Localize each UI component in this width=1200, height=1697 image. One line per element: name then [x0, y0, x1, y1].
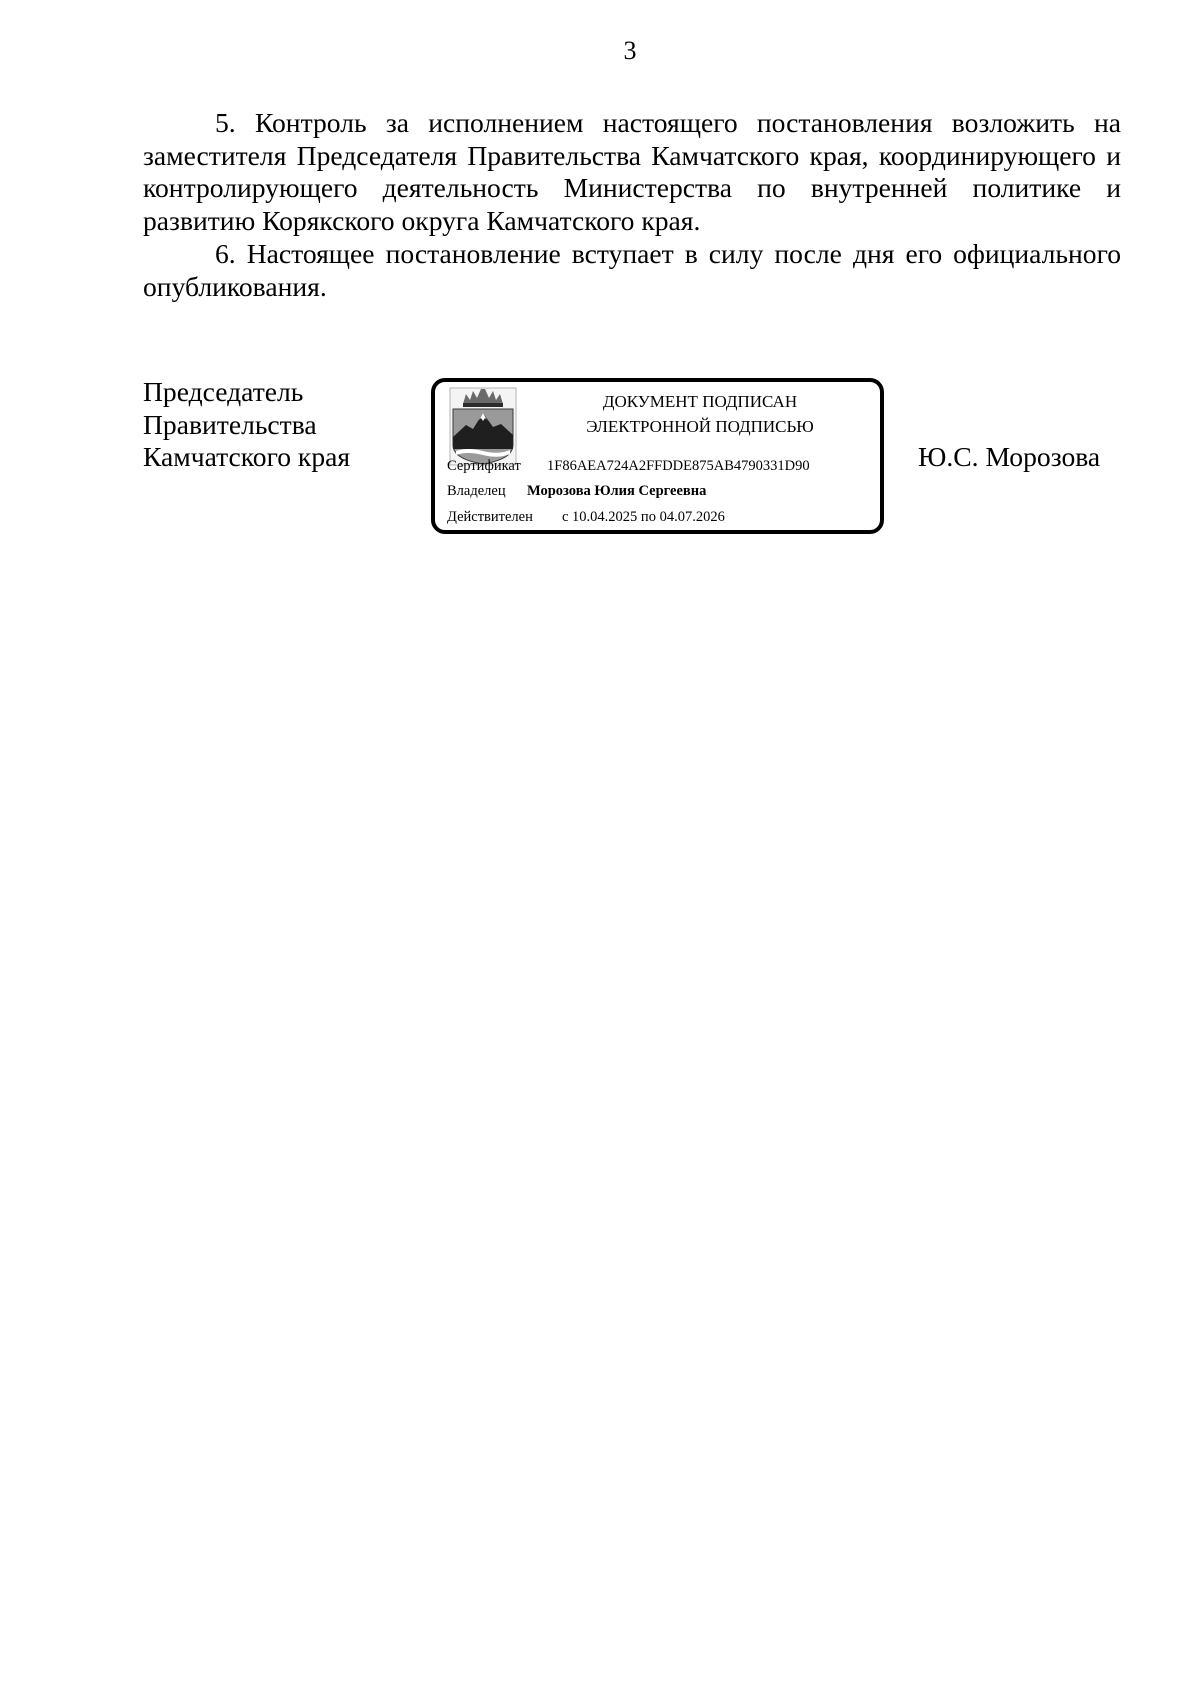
paragraph-6: 6. Настоящее постановление вступает в силу после дня его официального опубликования.	[143, 237, 1121, 302]
paragraph-5: 5. Контроль за исполнением настоящего постановления возложить на заместителя Председателя Правительства Камчатского края, координирующего и контролирующего деятельность Министерства по внутренней политике и развитию Корякского округа Камчатского края.	[143, 107, 1121, 237]
electronic-signature-stamp	[431, 378, 884, 534]
stamp-certificate-row	[447, 457, 810, 475]
stamp-owner-row	[447, 482, 706, 500]
signatory-position-line: Правительства	[143, 408, 317, 440]
certificate-value: 1F86AEA724A2FFDDE875AB4790331D90	[547, 458, 810, 474]
owner-label: Владелец	[447, 483, 506, 499]
signatory-position	[143, 376, 350, 474]
stamp-validity-row	[447, 508, 725, 526]
validity-label: Действителен	[447, 509, 533, 525]
document-body	[143, 107, 1121, 303]
stamp-title-line2: ЭЛЕКТРОННОЙ ПОДПИСЬЮ	[586, 417, 814, 436]
certificate-label: Сертификат	[447, 458, 521, 474]
stamp-title-line1: ДОКУМЕНТ ПОДПИСАН	[602, 392, 798, 411]
page-number: 3	[623, 36, 637, 65]
owner-value: Морозова Юлия Сергеевна	[527, 483, 707, 499]
validity-value: с 10.04.2025 по 04.07.2026	[562, 509, 725, 525]
signatory-position-line: Председатель	[143, 376, 304, 407]
signatory-name: Ю.С. Морозова	[918, 441, 1101, 472]
signatory-position-line: Камчатского края	[143, 441, 351, 472]
kamchatka-coat-of-arms-icon	[449, 387, 517, 466]
